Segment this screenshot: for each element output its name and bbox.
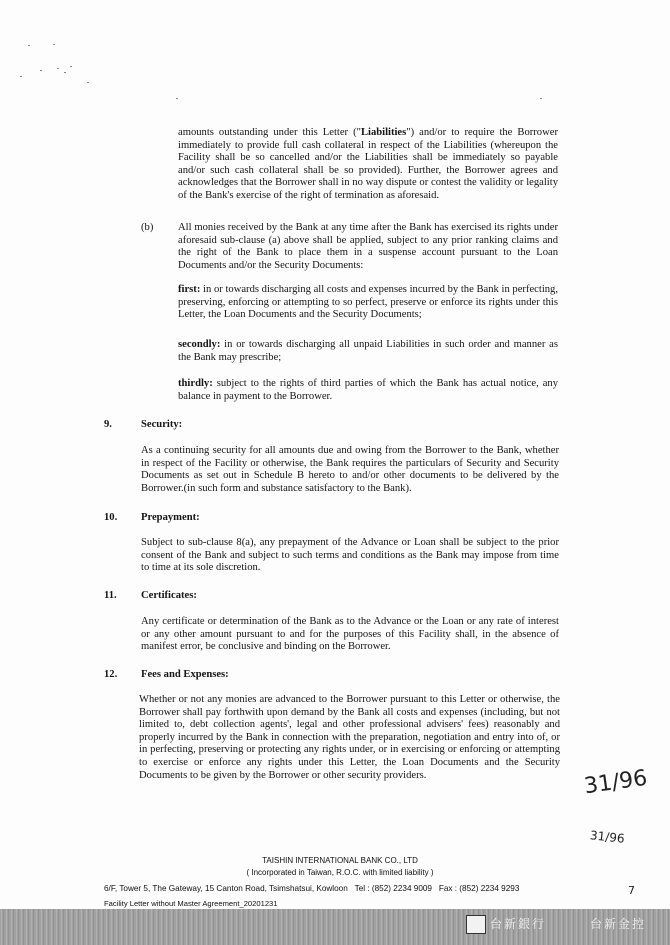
clause-8b-thirdly — [178, 378, 558, 403]
clause-8a-text-before: amounts outstanding under this Letter (" — [178, 127, 361, 138]
section-11-body: Any certificate or determination of the Bank as to the Advance or the Loan or any rate of interest or any other amount pursuant to and for the purposes of this Facility shall, in the absence of manifest error, be conclusive and binding on the Borrower. — [141, 616, 559, 653]
footer-fax: Fax : (852) 2234 9293 — [438, 884, 520, 893]
footer-bank-name: TAISHIN INTERNATIONAL BANK CO., LTD — [262, 856, 418, 865]
footer-tel: Tel : (852) 2234 9009 — [354, 884, 432, 893]
clause-8b-secondly — [178, 339, 558, 364]
section-10-body: Subject to sub-clause 8(a), any prepayment of the Advance or Loan shall be subject to the prior consent of the Bank and subject to such terms and conditions as the Bank may impose from time to time at its sole discretion. — [141, 537, 559, 574]
handwritten-page-mark: 31/96 — [582, 765, 649, 800]
clause-8b-label: (b) — [141, 222, 154, 233]
secondly-text: in or towards discharging all unpaid Liabilities in such order and manner as the Bank may prescribe; — [178, 339, 558, 363]
scan-speck — [40, 70, 42, 71]
band-text-bank: 台新銀行 — [490, 917, 547, 931]
first-label: first: — [178, 284, 201, 295]
scan-speck — [176, 98, 178, 99]
footer-address: 6/F, Tower 5, The Gateway, 15 Canton Road, Tsimshatsui, Kowloon — [104, 884, 348, 893]
scan-speck — [87, 82, 89, 83]
clause-8b-first — [178, 284, 558, 322]
scan-speck — [540, 98, 542, 99]
clause-8a-continuation — [178, 127, 558, 203]
footer-address-line — [104, 884, 564, 893]
section-9-number: 9. — [104, 419, 112, 430]
footer-doc-ref: Facility Letter without Master Agreement_20201231 — [104, 899, 278, 908]
footer-scan-band — [0, 909, 670, 945]
section-11-number: 11. — [104, 590, 117, 601]
bank-logo-icon — [466, 915, 486, 934]
footer-incorporation: ( Incorporated in Taiwan, R.O.C. with limited liability ) — [246, 868, 434, 877]
section-9-title: Security: — [141, 419, 183, 430]
section-12-title: Fees and Expenses: — [141, 669, 229, 680]
liabilities-term: Liabilities — [360, 127, 407, 138]
scan-speck — [28, 45, 30, 46]
section-12-number: 12. — [104, 669, 118, 680]
section-10-number: 10. — [104, 512, 118, 523]
thirdly-text: subject to the rights of third parties of which the Bank has actual notice, any balance in payment to the Borrower. — [178, 378, 558, 402]
thirdly-label: thirdly: — [178, 378, 213, 389]
secondly-label: secondly: — [178, 339, 221, 350]
scan-speck — [53, 44, 55, 45]
scan-speck — [57, 68, 59, 69]
section-12-body: Whether or not any monies are advanced to the Borrower pursuant to this Letter or otherwise, the Borrower shall pay forthwith upon demand by the Bank all costs and expenses (including, but not limited to, debt collection agents', legal and other professional advisers' fees) reasonably and properly incurred by the Bank in connection with the preparation, negotiation and entry into of, or in perfecting, preserving or protecting any rights under, or in exercising or enforcing or attempting to exercise or enforce any rights under this Letter, the Loan Documents and the Security Documents to be given by the Borrower or other security providers. — [139, 694, 560, 781]
section-10-title: Prepayment: — [141, 512, 200, 523]
clause-8a-text-after: ") and/or to require the Borrower immediately to provide full cash collateral in respect of the Liabilities (whereupon the Facility shall be so cancelled and/or the Liabilities shall be immediately so payable and/or such cash collateral shall be so provided). Further, the Borrower agrees and acknowledges that the Borrower shall in no way dispute or contest the validity or legality of the Bank's exercise of the right of termination as aforesaid. — [178, 127, 558, 201]
scan-speck — [20, 76, 22, 77]
section-9-body: As a continuing security for all amounts due and owing from the Borrower to the Bank, whether in respect of the Facility or otherwise, the Bank requires the particulars of Security and Security Documents as set out in Schedule B hereto to and/or other documents to be delivered by the Borrower.(in such form and substance satisfactory to the Bank). — [141, 445, 559, 494]
scan-speck — [70, 66, 72, 67]
handwritten-corner-mark: 7 — [628, 884, 635, 897]
section-11-title: Certificates: — [141, 590, 197, 601]
handwritten-page-mark-small: 31/96 — [589, 828, 626, 846]
clause-8b-text: All monies received by the Bank at any time after the Bank has exercised its rights under aforesaid sub-clause (a) above shall be applied, subject to any prior ranking claims and the right of the Bank to place them in a suspense account pursuant to the Loan Documents and/or the Security Documents: — [178, 222, 558, 271]
scan-speck — [64, 72, 66, 73]
first-text: in or towards discharging all costs and expenses incurred by the Bank in perfecting, preserving, enforcing or attempting to so perfect, preserve or enforce its rights under this Letter, the Loan Documents and the Security Documents; — [178, 284, 558, 321]
band-text-holding: 台新金控 — [590, 917, 647, 931]
